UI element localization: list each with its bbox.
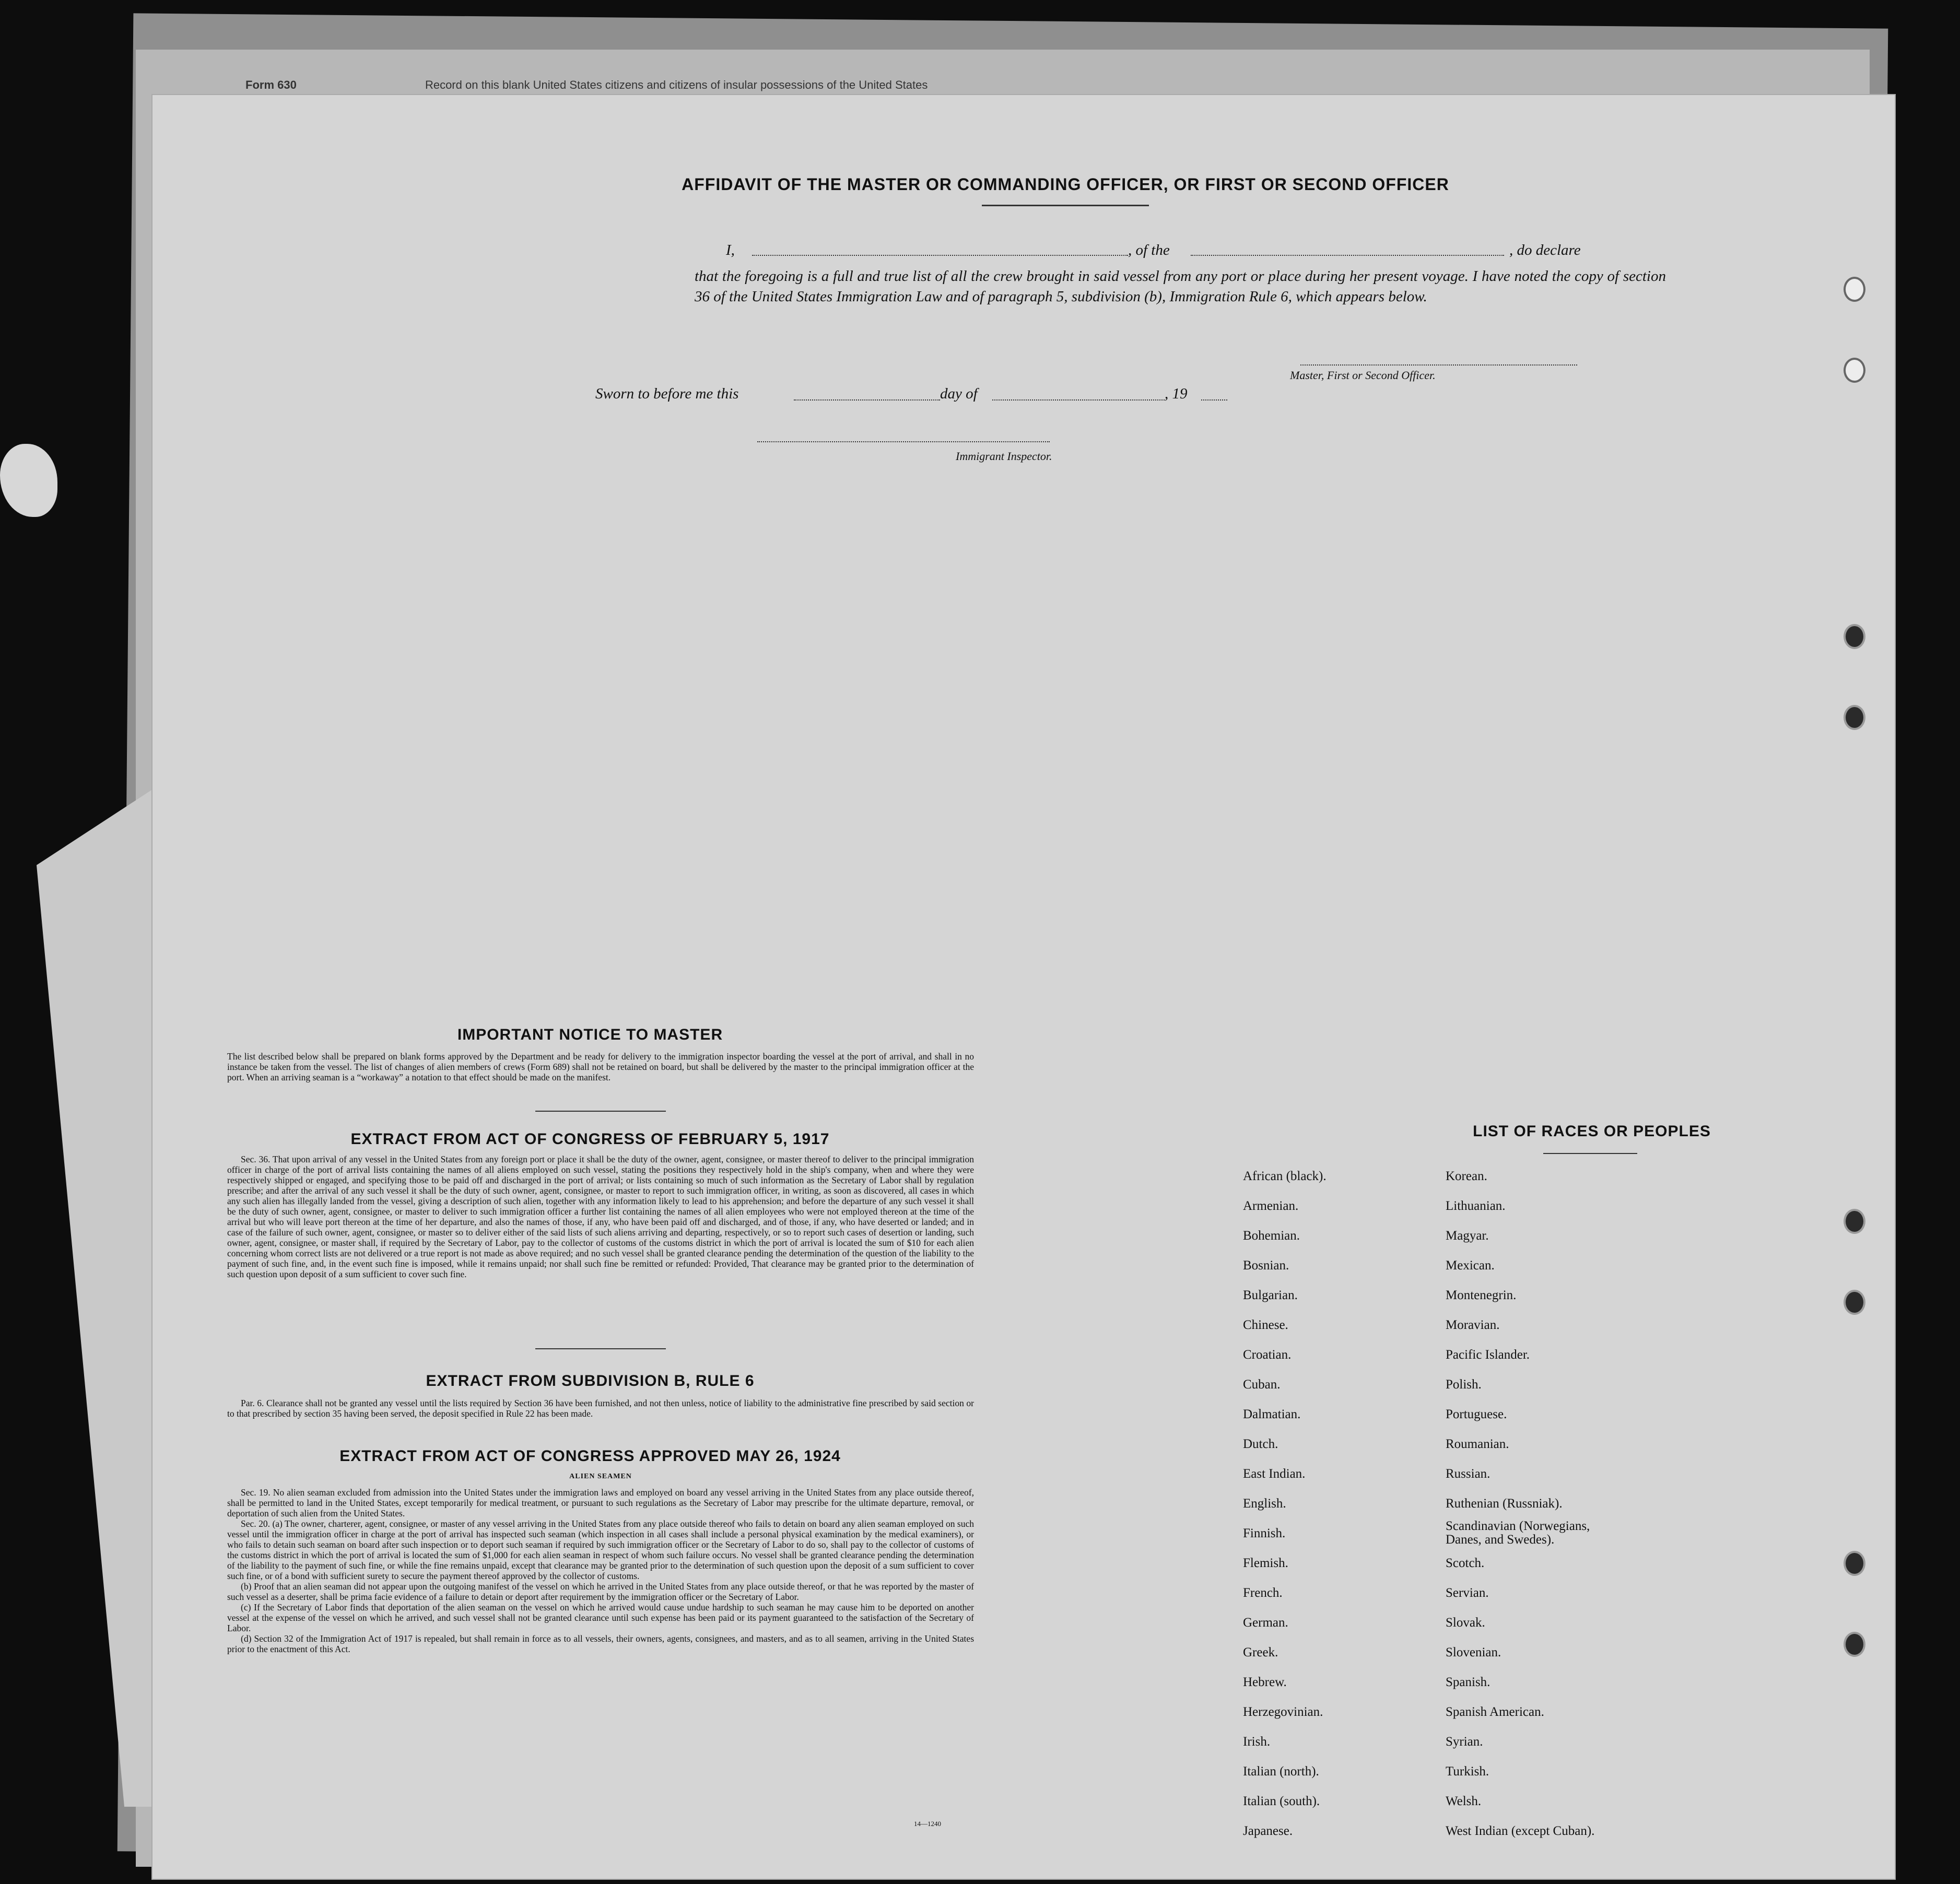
race-item: Spanish American. [1446, 1705, 1544, 1719]
race-item: Hebrew. [1243, 1675, 1287, 1689]
extract-1917-paragraph: Sec. 36. That upon arrival of any vessel in the United States from any foreign port or place it shall be the duty of the owner, agent, consignee, or master thereof to deliver to the principal immigration officer in charge of the port of arrival lists containing the names of all aliens employed on such vessel, stating the positions they respectively hold in the ship's company, when and where they were respectively shipped or engaged, and specifying those to be paid off and discharged in the port of arrival; or lists containing so much of such information as the Secretary of Labor shall by regulation prescribe; and after the arrival of any such vessel it shall be the duty of such owner, agent, consignee, or master to report to such immigration officer, in writing, as soon as discovered, all cases in which any such alien has illegally landed from the vessel, giving a description of such alien, together with any information likely to lead to his apprehension; and before the departure of any such vessel it shall be the duty of such owner, agent, consignee, or master to deliver to such immigration officer a further list containing the names of all alien employees who were not employed thereon at the time of the arrival but who will leave port thereon at the time of her departure, and also the names of those, if any, who have been paid off and discharged, and of those, if any, who have deserted or landed; and in case of the failure of such owner, agent, consignee, or master so to deliver either of the said lists of such aliens arriving and departing, respectively, or so to report such cases of desertion or landing, such owner, agent, consignee, or master shall, if required by the Secretary of Labor, pay to the collector of customs of the customs district in which the port of arrival is located the sum of $10 for each alien concerning whom correct lists are not delivered or a true report is not made as above required; and no such vessel shall be granted clearance pending the determination of the question of the liability to the payment of such fine, and, in the event such fine is imposed, while it remains unpaid; nor shall such fine be remitted or refunded: Provided, That clearance may be granted prior to the determination of such question upon deposit of a sum sufficient to cover such fine. [227, 1154, 974, 1279]
declarant-prefix: I, [726, 242, 735, 258]
race-item: African (black). [1243, 1169, 1327, 1183]
extract-rule6-text [227, 1398, 974, 1419]
officer-label: Master, First or Second Officer. [1290, 369, 1436, 382]
race-item: Korean. [1446, 1169, 1487, 1183]
race-item: West Indian (except Cuban). [1446, 1824, 1595, 1838]
race-item: Bohemian. [1243, 1229, 1300, 1243]
affidavit-body: that the foregoing is a full and true list of all the crew brought in said vessel from any port or place during her present voyage. I have noted the copy of section 36 of the United States Immigration Law and of paragraph 5, subdivision (b), Immigration Rule 6, which appears below. [695, 268, 1666, 305]
race-item: Polish. [1446, 1377, 1482, 1392]
back-sheet-header [245, 78, 928, 92]
race-item: Flemish. [1243, 1556, 1288, 1570]
year-label: , 19 [1165, 385, 1188, 402]
document-page [151, 94, 1896, 1880]
race-item: Servian. [1446, 1586, 1489, 1600]
punch-hole [1844, 1290, 1865, 1315]
sworn-prefix: Sworn to before me this [595, 385, 739, 402]
extract-1917-rule [535, 1348, 666, 1349]
punch-hole [1844, 1632, 1865, 1657]
sworn-year-field[interactable] [1201, 399, 1227, 401]
races-rule [1543, 1153, 1637, 1154]
race-item: Armenian. [1243, 1199, 1299, 1213]
race-item: Welsh. [1446, 1794, 1482, 1808]
race-item: Scandinavian (Norwegians, Danes, and Swedes). [1446, 1519, 1590, 1547]
race-item: Lithuanian. [1446, 1199, 1506, 1213]
race-item: Finnish. [1243, 1526, 1286, 1540]
race-item: Ruthenian (Russniak). [1446, 1497, 1563, 1511]
extract-rule6-title: EXTRACT FROM SUBDIVISION B, RULE 6 [426, 1372, 755, 1390]
race-item: Portuguese. [1446, 1407, 1507, 1421]
race-item: Pacific Islander. [1446, 1348, 1530, 1362]
race-item: Greek. [1243, 1645, 1278, 1659]
officer-signature-field[interactable] [1300, 364, 1577, 366]
race-item: Mexican. [1446, 1258, 1495, 1273]
form-code: 14—1240 [914, 1820, 941, 1828]
inspector-signature-field[interactable] [757, 441, 1050, 442]
punch-hole [1844, 1209, 1865, 1234]
race-item: Italian (north). [1243, 1764, 1319, 1779]
race-item: Bosnian. [1243, 1258, 1289, 1273]
race-item: Irish. [1243, 1735, 1271, 1749]
race-item: Cuban. [1243, 1377, 1281, 1392]
race-item: German. [1243, 1616, 1288, 1630]
race-item: Bulgarian. [1243, 1288, 1298, 1302]
sworn-day-field[interactable] [794, 399, 940, 401]
race-item: Russian. [1446, 1467, 1490, 1481]
race-item: Chinese. [1243, 1318, 1288, 1332]
race-item: English. [1243, 1497, 1286, 1511]
punch-hole [1844, 358, 1865, 383]
title-rule [982, 205, 1149, 206]
race-item: French. [1243, 1586, 1283, 1600]
punch-hole [1844, 1551, 1865, 1576]
extract-1917-title: EXTRACT FROM ACT OF CONGRESS OF FEBRUARY 5, 1917 [350, 1131, 830, 1148]
extract-1924-paragraph: (c) If the Secretary of Labor finds that deportation of the alien seaman on the vessel on which he arrived would cause undue hardship to such seaman he may cause him to be deported on another vessel at the expense of the vessel on which he arrived, and such vessel shall not be granted clearance until such expense has been paid or its payment guaranteed to the satisfaction of the Secretary of Labor. [227, 1602, 974, 1633]
punch-hole [1844, 624, 1865, 649]
punch-hole [1844, 705, 1865, 730]
race-item: Magyar. [1446, 1229, 1489, 1243]
notice-rule [535, 1111, 666, 1112]
extract-rule6-paragraph: Par. 6. Clearance shall not be granted any vessel until the lists required by Section 36 have been furnished, and not then unless, notice of liability to the administrative fine prescribed by said section or to that prescribed by section 35 having been served, the deposit specified in Rule 22 has been made. [227, 1398, 974, 1419]
race-item: East Indian. [1243, 1467, 1306, 1481]
extract-1917-text [227, 1154, 974, 1279]
back-header-text: Record on this blank United States citizens and citizens of insular possessions of the United States [425, 78, 928, 91]
race-item: Turkish. [1446, 1764, 1489, 1779]
race-item: Japanese. [1243, 1824, 1293, 1838]
extract-1924-paragraph: Sec. 20. (a) The owner, charterer, agent, consignee, or master of any vessel arriving in the United States from any place outside thereof who fails to detain on board any alien seaman employed on such vessel until the immigration officer in charge at the port of arrival has inspected such seaman (which inspection in all cases shall include a personal physical examination by the medical examiners), or who fails to detain such seaman on board after such inspection or to deport such seaman if required by such immigration officer or the Secretary of Labor to do so, shall pay to the collector of customs of the customs district in which the port of arrival is located the sum of $1,000 for each alien seaman in respect of whom such failure occurs. No vessel shall be granted clearance pending the determination of the liability to the payment of such fine, or while the fine remains unpaid, except that clearance may be granted prior to the determination of such question upon the deposit of a sum sufficient to cover such fine, or of a bond with sufficient surety to secure the payment thereof approved by the collector of customs. [227, 1518, 974, 1581]
sworn-month-field[interactable] [992, 399, 1165, 401]
race-item: Dalmatian. [1243, 1407, 1301, 1421]
affidavit-title: AFFIDAVIT OF THE MASTER OR COMMANDING OFFICER, OR FIRST OR SECOND OFFICER [682, 175, 1449, 194]
day-of-label: day of [940, 385, 978, 402]
race-item: Herzegovinian. [1243, 1705, 1323, 1719]
race-item: Slovak. [1446, 1616, 1485, 1630]
race-item: Croatian. [1243, 1348, 1292, 1362]
race-item: Scotch. [1446, 1556, 1485, 1570]
folded-flap [37, 783, 162, 1807]
notice-text: The list described below shall be prepared on blank forms approved by the Department and be ready for delivery to the immigration inspector boarding the vessel at the port of arrival, and shall in no instance be taken from the vessel. The list of changes of alien members of crews (Form 689) shall not be retained on board, but shall be delivered by the master to the principal immigration officer at the port. When an arriving seaman is a “workaway” a notation to that effect should be made on the manifest. [227, 1051, 974, 1082]
race-item: Moravian. [1446, 1318, 1500, 1332]
of-the-label: , of the [1128, 242, 1170, 258]
race-item: Roumanian. [1446, 1437, 1509, 1451]
race-item: Syrian. [1446, 1735, 1483, 1749]
notice-title: IMPORTANT NOTICE TO MASTER [457, 1026, 723, 1043]
back-form-number: Form 630 [245, 78, 297, 91]
extract-1924-title: EXTRACT FROM ACT OF CONGRESS APPROVED MAY 26, 1924 [339, 1447, 841, 1465]
race-item: Spanish. [1446, 1675, 1490, 1689]
alien-seamen-subtitle: ALIEN SEAMEN [569, 1473, 632, 1480]
paper-scrap [0, 444, 57, 517]
extract-1924-paragraph: (b) Proof that an alien seaman did not appear upon the outgoing manifest of the vessel on which he arrived in the United States from any place outside thereof, or that he was reported by the master of such vessel as a deserter, shall be prima facie evidence of a failure to detain or deport after requirement by the immigration officer or the Secretary of Labor. [227, 1581, 974, 1602]
races-title: LIST OF RACES OR PEOPLES [1473, 1123, 1711, 1140]
race-item: Dutch. [1243, 1437, 1278, 1451]
vessel-field[interactable] [1191, 255, 1504, 256]
extract-1924-paragraph: (d) Section 32 of the Immigration Act of 1917 is repealed, but shall remain in force as to all vessels, their owners, agents, consignees, and masters, and as to all seamen, arriving in the United States prior to the enactment of this Act. [227, 1633, 974, 1654]
punch-hole [1844, 277, 1865, 302]
inspector-label: Immigrant Inspector. [956, 450, 1052, 463]
do-declare-label: , do declare [1509, 242, 1581, 258]
declarant-name-field[interactable] [752, 255, 1128, 256]
race-item: Slovenian. [1446, 1645, 1501, 1659]
extract-1924-text [227, 1487, 974, 1654]
race-item: Montenegrin. [1446, 1288, 1517, 1302]
extract-1924-paragraph: Sec. 19. No alien seaman excluded from admission into the United States under the immigration laws and employed on board any vessel arriving in the United States from any place outside thereof, shall be permitted to land in the United States, except temporarily for medical treatment, or pursuant to such regulations as the Secretary of Labor may prescribe for the ultimate departure, removal, or deportation of such alien from the United States. [227, 1487, 974, 1518]
race-item: Italian (south). [1243, 1794, 1320, 1808]
